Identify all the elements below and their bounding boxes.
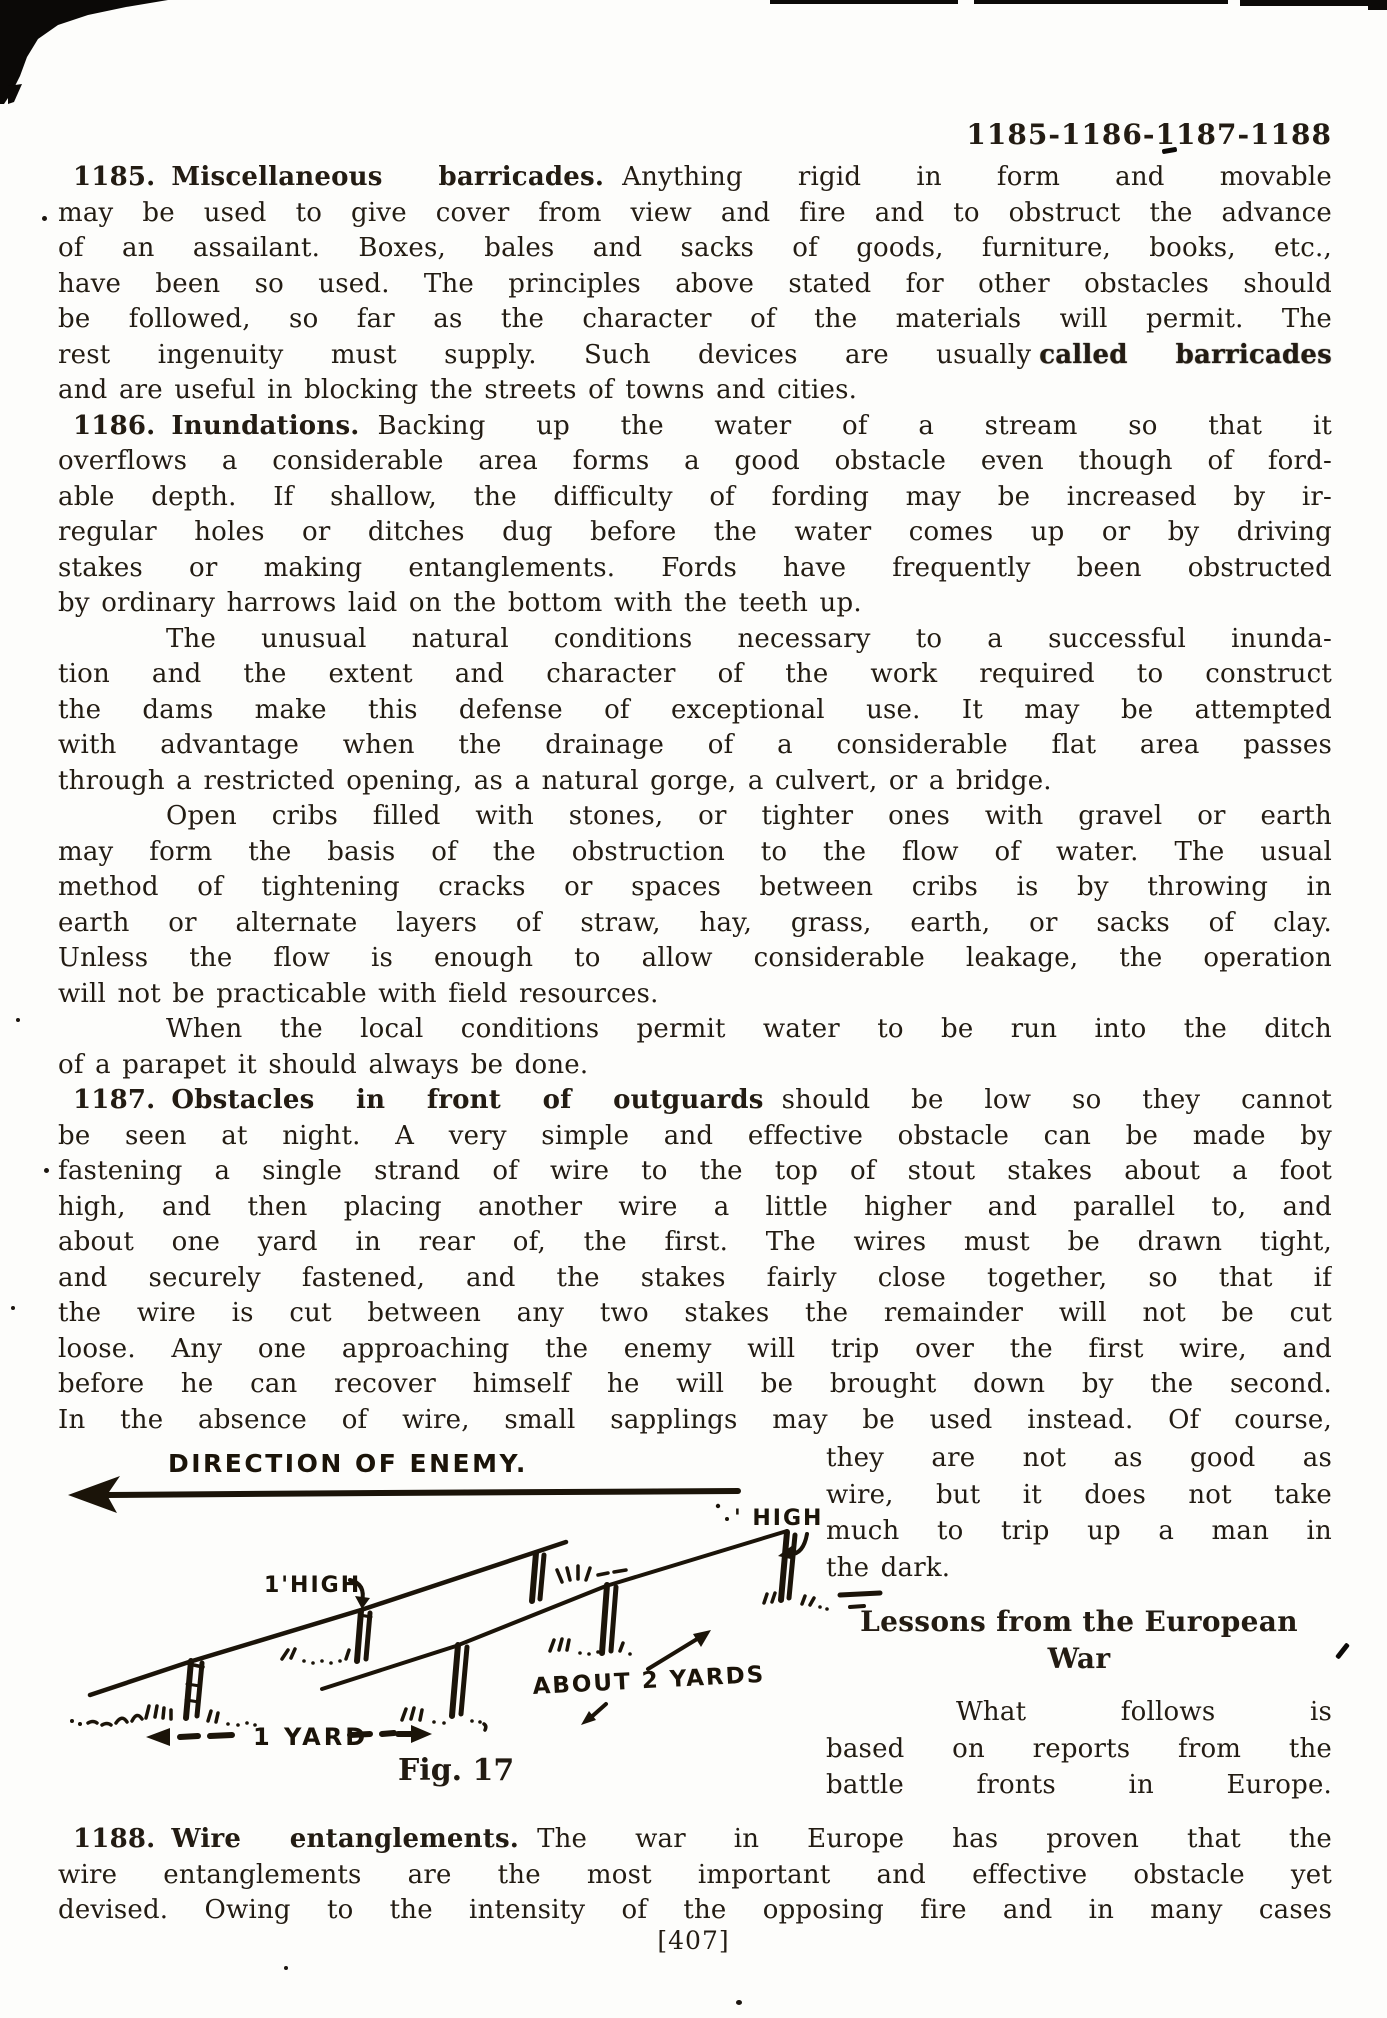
- section-title: Inundations.: [171, 410, 360, 441]
- text-line: When the local conditions permit water to be run into the ditch: [166, 1014, 1332, 1044]
- text-line: they are not as good as: [826, 1443, 1332, 1473]
- text-line: based on reports from the: [826, 1733, 1332, 1764]
- scan-top-edge-line: [974, 0, 1228, 4]
- scan-corner-smudge: [0, 0, 175, 110]
- text-line: [58, 409, 1332, 445]
- line-text: should be low so they cannot: [781, 1085, 1332, 1115]
- spacer: [826, 1586, 1332, 1603]
- text-line: method of tightening cracks or spaces between cribs is by throwing in: [58, 872, 1332, 902]
- text-line: with advantage when the drainage of a considerable flat area passes: [58, 730, 1332, 760]
- text-line: able depth. If shallow, the difficulty of fording may be increased by ir-: [58, 481, 1332, 512]
- margin-speck: [284, 1966, 288, 1970]
- margin-speck: [11, 1306, 15, 1310]
- text-line: [58, 1822, 1332, 1858]
- text-line: of an assailant. Boxes, bales and sacks of goods, furniture, books, etc.,: [58, 233, 1332, 263]
- section-title: Obstacles in front of outguards: [171, 1085, 764, 1115]
- text-line: before he can recover himself he will be brought down by the second.: [58, 1369, 1332, 1399]
- text-line: the dark.: [826, 1552, 951, 1583]
- rear-stake-right: [781, 1532, 795, 1600]
- text-line: stakes or making entanglements. Fords have frequently been obstructed: [58, 552, 1332, 583]
- page-header-section-numbers: 1185-1186-1187-1188: [966, 118, 1332, 151]
- margin-speck: [16, 1018, 20, 1022]
- faint-label-mark: [725, 1517, 729, 1521]
- text-line: regular holes or ditches dug before the water comes up or by driving: [58, 517, 1332, 547]
- text-line: wire entanglements are the most important and effective obstacle yet: [58, 1859, 1332, 1890]
- rear-stake-left: [452, 1645, 467, 1716]
- spacing-arrow-ne: [648, 1636, 702, 1669]
- front-stake-middle: [357, 1611, 371, 1661]
- text-line: and are useful in blocking the streets of towns and cities.: [58, 375, 858, 405]
- text-line: high, and then placing another wire a little higher and parallel to, and: [58, 1191, 1332, 1222]
- text-line: [58, 338, 1332, 374]
- text-line: [58, 160, 1332, 196]
- text-line: be seen at night. A very simple and effective obstacle can be made by: [58, 1120, 1332, 1151]
- text-line: be followed, so far as the character of the materials will permit. The: [58, 304, 1332, 334]
- section-number: 1185.: [73, 162, 156, 192]
- section-number: 1188.: [73, 1824, 156, 1854]
- text-line: by ordinary harrows laid on the bottom with the teeth up.: [58, 588, 862, 618]
- text-line: overflows a considerable area forms a good obstacle even though of ford-: [58, 446, 1332, 476]
- text-line: earth or alternate layers of straw, hay, grass, earth, or sacks of clay.: [58, 907, 1332, 938]
- section-heading-line: Lessons from the European: [860, 1605, 1298, 1638]
- section-title: Wire entanglements.: [171, 1824, 520, 1854]
- dimension-arrowhead-icon: [411, 1725, 432, 1743]
- text-line: may be used to give cover from view and fire and to obstruct the advance: [58, 197, 1332, 228]
- text-line: What follows is: [956, 1697, 1332, 1727]
- text-line: devised. Owing to the intensity of the opposing fire and in many cases: [58, 1895, 1332, 1925]
- text-line: In the absence of wire, small sapplings may be used instead. Of course,: [58, 1404, 1332, 1435]
- text-line: Open cribs filled with stones, or tighter ones with gravel or earth: [166, 801, 1332, 831]
- scan-top-edge-line: [770, 0, 958, 4]
- text-line: have been so used. The principles above stated for other obstacles should: [58, 268, 1332, 299]
- text-line: tion and the extent and character of the work required to construct: [58, 659, 1332, 689]
- section-number: 1187.: [73, 1085, 156, 1115]
- bottom-text-block: [58, 1822, 1332, 1929]
- line-text: Backing up the water of a stream so that it: [377, 410, 1332, 441]
- section-number: 1186.: [73, 410, 156, 441]
- text-line: may form the basis of the obstruction to the flow of water. The usual: [58, 836, 1332, 867]
- margin-speck: [736, 2000, 742, 2005]
- faint-label-mark: [716, 1504, 720, 1508]
- ground-dash-mark: [840, 1593, 880, 1595]
- section-heading-line: War: [1047, 1642, 1111, 1675]
- text-line: and securely fastened, and the stakes fairly close together, so that if: [58, 1262, 1332, 1293]
- page-number: [407]: [657, 1926, 730, 1955]
- text-line: the dams make this defense of exceptional use. It may be attempted: [58, 694, 1332, 725]
- bold-phrase: called barricades: [1039, 339, 1332, 370]
- dimension-arrowhead-icon: [146, 1728, 170, 1746]
- line-text: Anything rigid in form and movable: [622, 162, 1332, 192]
- line-text: rest ingenuity must supply. Such devices are usually: [58, 339, 1032, 370]
- front-wire: [90, 1542, 566, 1695]
- scan-top-edge-line: [1240, 0, 1387, 6]
- about-2-yards-label: ABOUT 2 YARDS: [531, 1661, 766, 1700]
- figure-caption: Fig. 17: [398, 1753, 515, 1788]
- rear-wire-height-label: ' HIGH: [734, 1506, 824, 1531]
- front-wire-height-label: 1'HIGH: [264, 1573, 362, 1598]
- smudge-ragged-edge: [8, 84, 22, 104]
- ground-dash-mark: [850, 1606, 864, 1607]
- spacer: [826, 1677, 1332, 1694]
- wrapped-text-column: [826, 1440, 1332, 1804]
- margin-speck: [44, 1168, 49, 1173]
- main-text-block: [58, 160, 1332, 1438]
- front-stake-left: [186, 1661, 203, 1718]
- fig17-wire-obstacle-diagram: [50, 1432, 895, 1810]
- section-title: Miscellaneous barricades.: [171, 162, 605, 192]
- smudge-shape: [0, 0, 168, 104]
- text-line: The unusual natural conditions necessary to a successful inunda-: [166, 623, 1332, 654]
- scan-top-edge-blob: [1368, 0, 1387, 10]
- text-line: much to trip up a man in: [826, 1516, 1332, 1546]
- text-line: loose. Any one approaching the enemy will trip over the first wire, and: [58, 1333, 1332, 1364]
- one-yard-label: 1 YARD: [253, 1723, 369, 1751]
- text-line: will not be practicable with field resources.: [58, 978, 659, 1009]
- line-text: The war in Europe has proven that the: [537, 1824, 1332, 1854]
- text-line: Unless the flow is enough to allow considerable leakage, the operation: [58, 943, 1332, 973]
- text-line: battle fronts in Europe.: [826, 1770, 1332, 1800]
- scan-tick-mark: [1335, 1642, 1350, 1659]
- front-stake-right: [532, 1553, 544, 1601]
- text-line: [58, 1083, 1332, 1119]
- rear-stake-middle: [602, 1585, 616, 1653]
- text-line: about one yard in rear of, the first. The wires must be drawn tight,: [58, 1227, 1332, 1257]
- text-line: of a parapet it should always be done.: [58, 1049, 589, 1080]
- text-line: wire, but it does not take: [826, 1479, 1332, 1510]
- text-line: the wire is cut between any two stakes the remainder will not be cut: [58, 1298, 1332, 1328]
- direction-of-enemy-label: DIRECTION OF ENEMY.: [168, 1449, 528, 1478]
- margin-speck: [42, 216, 47, 221]
- text-line: fastening a single strand of wire to the top of stout stakes about a foot: [58, 1156, 1332, 1186]
- left-arrow-shaft: [108, 1491, 738, 1495]
- text-line: through a restricted opening, as a natural gorge, a culvert, or a bridge.: [58, 765, 1052, 796]
